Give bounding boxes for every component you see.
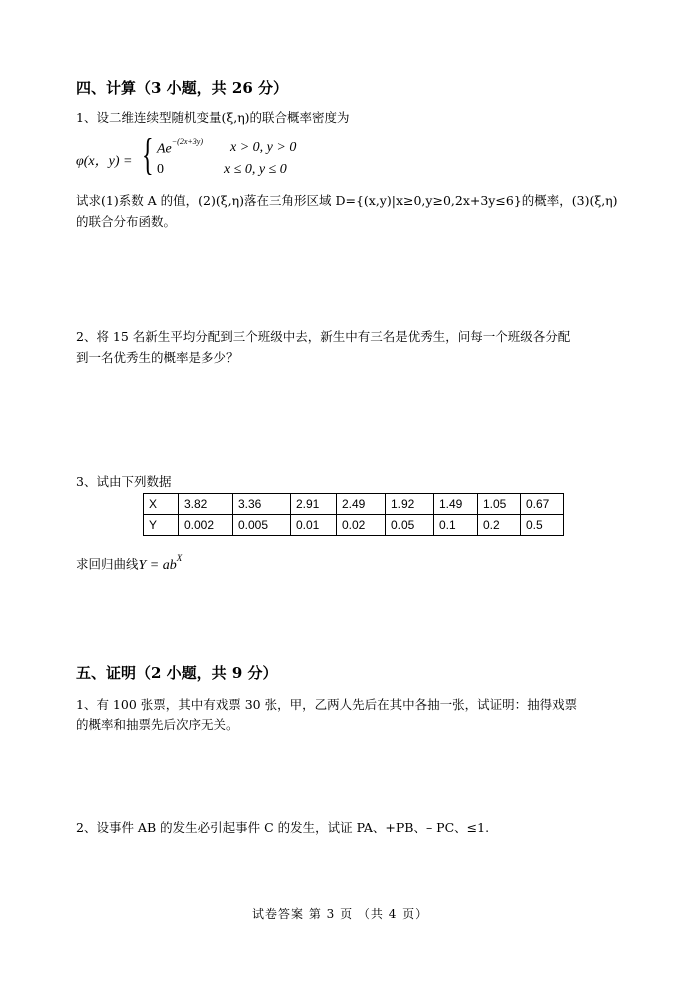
table-cell: 0.5 — [521, 515, 564, 536]
formula-brace: { — [142, 130, 154, 179]
table-cell: 1.49 — [434, 494, 478, 515]
formula-lhs: φ(x，y) = — [76, 154, 133, 169]
table-cell: 0.2 — [478, 515, 521, 536]
table-cell: 0.02 — [337, 515, 386, 536]
formula-case1-expr — [157, 137, 203, 158]
regression-data-table — [143, 493, 564, 536]
q1-text-line1: 试求(1)系数 A 的值，(2)(ξ,η)落在三角形区域 D={(x,y)|x≥0,y≥0,2x+3y≤6}的概率，(3)(ξ,η) — [76, 193, 618, 208]
q3-ask — [76, 551, 182, 575]
table-row-x — [144, 494, 564, 515]
table-cell: 3.36 — [233, 494, 291, 515]
table-cell: Y — [144, 515, 179, 536]
curve-base: Y = ab — [138, 557, 177, 573]
table-cell: 0.005 — [233, 515, 291, 536]
table-cell: 1.05 — [478, 494, 521, 515]
page-footer: 试卷答案 第 3 页 （共 4 页） — [252, 907, 429, 921]
table-cell: 3.82 — [179, 494, 233, 515]
table-cell: 1.92 — [386, 494, 434, 515]
formula-case2-cond: x ≤ 0, y ≤ 0 — [224, 162, 287, 177]
s5-q1-line1: 1、有 100 张票，其中有戏票 30 张，甲，乙两人先后在其中各抽一张，试证明：抽得戏票 — [76, 697, 578, 712]
table-cell: 0.1 — [434, 515, 478, 536]
section-4-heading: 四、计算（3 小题，共 26 分） — [76, 79, 288, 97]
q2-line2: 到一名优秀生的概率是多少？ — [76, 350, 239, 365]
case1-base: Ae — [157, 141, 172, 157]
q1-intro: 1、设二维连续型随机变量(ξ,η)的联合概率密度为 — [76, 110, 350, 125]
q3-intro: 3、试由下列数据 — [76, 474, 172, 489]
q2-line1: 2、将 15 名新生平均分配到三个班级中去，新生中有三名是优秀生，问每一个班级各分配 — [76, 329, 571, 344]
formula-case1-cond: x > 0, y > 0 — [230, 140, 297, 155]
case1-exponent: −(2x+3y) — [171, 137, 203, 146]
table-cell: 2.91 — [291, 494, 337, 515]
q1-text-line2: 的联合分布函数。 — [76, 214, 177, 229]
table-cell: 0.01 — [291, 515, 337, 536]
formula-case2-expr: 0 — [157, 162, 164, 177]
table-cell: 0.67 — [521, 494, 564, 515]
curve-exponent: X — [176, 553, 183, 563]
s5-q2-line1: 2、设事件 AB 的发生必引起事件 C 的发生，试证 PA、+PB、– PC、≤1. — [76, 820, 490, 835]
regression-curve — [138, 553, 183, 573]
table-row-y — [144, 515, 564, 536]
q3-ask-text: 求回归曲线 — [76, 556, 139, 572]
s5-q1-line2: 的概率和抽票先后次序无关。 — [76, 717, 239, 732]
table-cell: 0.002 — [179, 515, 233, 536]
table-cell: X — [144, 494, 179, 515]
table-cell: 0.05 — [386, 515, 434, 536]
table-cell: 2.49 — [337, 494, 386, 515]
section-5-heading: 五、证明（2 小题，共 9 分） — [76, 664, 278, 682]
